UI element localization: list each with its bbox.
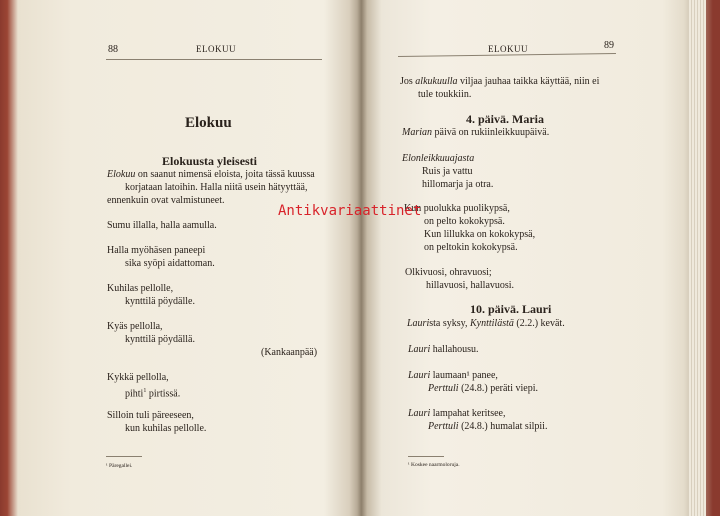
verse-line: Kykkä pellolla,	[107, 372, 169, 383]
running-head: ELOKUU	[488, 44, 528, 54]
verse-line: Olkivuosi, ohravuosi;	[405, 267, 492, 278]
intro-line-3: ennenkuin ovat valmistuneet.	[107, 195, 225, 206]
page-edges	[688, 0, 706, 516]
footnote-rule	[408, 456, 444, 457]
header-rule	[398, 53, 616, 57]
verse-line: Kun lillukka on kokokypsä,	[424, 229, 536, 240]
intro-line-2: korjataan latoihin. Halla niitä usein hätyyttää,	[125, 182, 308, 193]
verse-line: pihti$^1$ pirtissä.	[125, 388, 181, 400]
verse-line: Silloin tuli päreeseen,	[107, 410, 194, 421]
source-note: (Kankaanpää)	[261, 347, 318, 358]
page-number: 88	[108, 44, 118, 55]
verse-line: kynttilä pöydällä.	[125, 334, 195, 345]
verse-line: kynttilä pöydälle.	[125, 296, 195, 307]
verse-line: on peltokin kokokypsä.	[424, 242, 518, 253]
verse-line: Kyäs pellolla,	[107, 321, 163, 332]
verse-line: on pelto kokokypsä.	[424, 216, 505, 227]
verse-line: Kuhilas pellolle,	[107, 283, 174, 294]
lauri-line: Perttuli (24.8.) peräti viepi.	[428, 383, 538, 394]
lauri-line: Lauri hallahousu.	[408, 344, 479, 355]
section-heading: Elokuusta yleisesti	[162, 154, 258, 168]
verse-line: kun kuhilas pellolle.	[125, 423, 207, 434]
verse-line: hillomarja ja otra.	[422, 179, 494, 190]
verse-line: sika syöpi aidattoman.	[125, 258, 215, 269]
opening-line-1: Jos alkukuulla viljaa jauhaa taikka käyttää, niin ei	[400, 76, 600, 87]
lauri-line: Lauri laumaan¹ panee,	[408, 370, 498, 381]
right-page	[398, 0, 620, 516]
elonleikkuu-label: Elonleikkuuajasta	[402, 153, 475, 164]
footnote: ¹ Koskee naarmoloruja.	[408, 462, 460, 468]
section-heading-lauri: 10. päivä. Lauri	[470, 302, 552, 316]
lauri-line: Laurista syksy, Kynttilästä (2.2.) kevät.	[407, 318, 565, 329]
running-head: ELOKUU	[196, 44, 236, 54]
header-rule	[106, 59, 322, 60]
opening-line-2: tule toukkiin.	[418, 89, 472, 100]
footnote-rule	[106, 456, 142, 457]
page-number: 89	[604, 40, 614, 51]
section-heading-maria: 4. päivä. Maria	[466, 112, 544, 126]
verse-line: hillavuosi, hallavuosi.	[426, 280, 515, 291]
watermark: Antikvariaattinet	[278, 203, 422, 219]
lauri-line: Perttuli (24.8.) humalat silpii.	[428, 421, 548, 432]
lauri-line: Lauri lampahat keritsee,	[408, 408, 506, 419]
left-page	[96, 0, 322, 516]
verse-line: Sumu illalla, halla aamulla.	[107, 220, 217, 231]
verse-line: Ruis ja vattu	[422, 166, 473, 177]
verse-line: Kun puolukka puolikypsä,	[404, 203, 510, 214]
intro-line-1: Elokuu on saanut nimensä eloista, joita tässä kuussa	[107, 169, 315, 180]
footnote: ¹ Päregallei.	[106, 463, 133, 469]
maria-line: Marian päivä on rukiinleikkuupäivä.	[402, 127, 550, 138]
page-title: Elokuu	[185, 115, 232, 131]
verse-line: Halla myöhäsen paneepi	[107, 245, 206, 256]
